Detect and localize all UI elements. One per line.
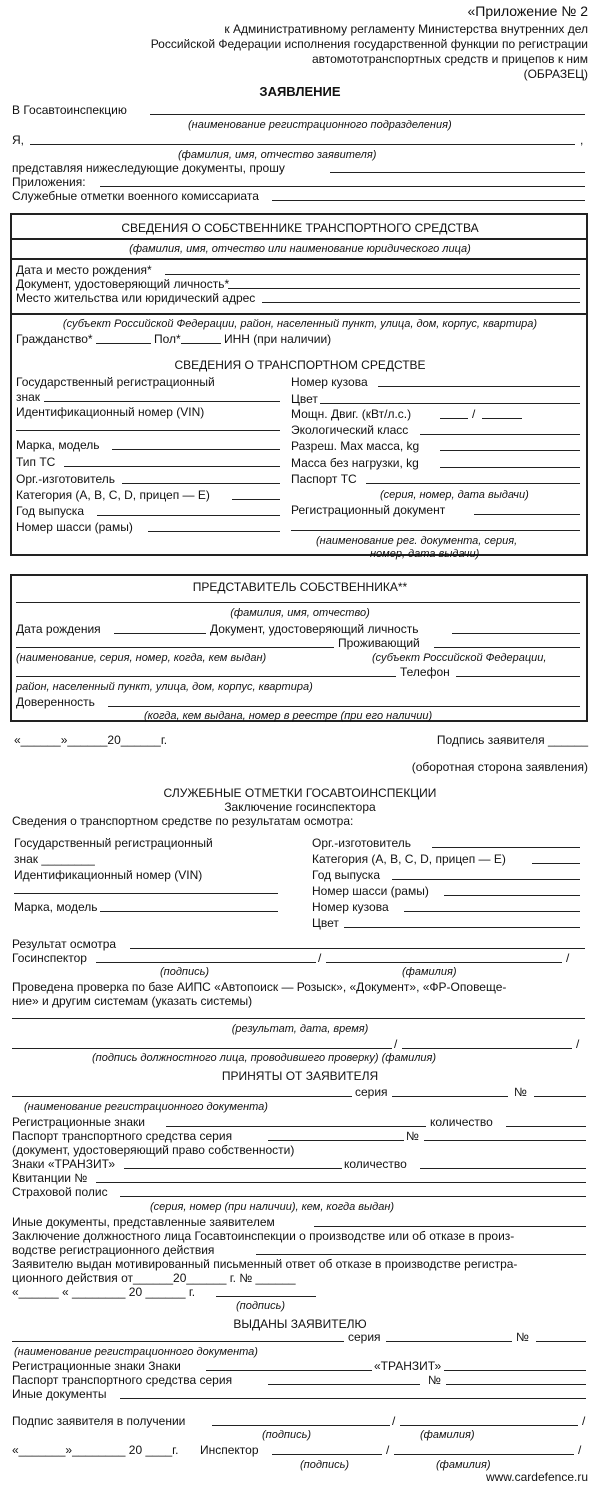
official-category-field[interactable] (532, 863, 580, 864)
issued-doc-hint: (наименование регистрационного документа) (14, 1346, 258, 1358)
rep-phone-label: Телефон (400, 665, 450, 679)
official-left-2: Идентификационный номер (VIN) (14, 868, 203, 882)
owner-id-label: Документ, удостоверяющий личность* (16, 277, 230, 291)
rep-id-field[interactable] (452, 633, 580, 634)
vehicle-left-1: знак (16, 390, 41, 404)
sample-label: (ОБРАЗЕЦ) (523, 67, 588, 81)
citizenship-label: Гражданство* (16, 332, 93, 346)
issued-transit-field[interactable] (444, 1370, 586, 1371)
check-line-2: ние» и другим системам (указать системы) (12, 994, 253, 1008)
vehicle-heading: СВЕДЕНИЯ О ТРАНСПОРТНОМ СРЕДСТВЕ (174, 358, 426, 372)
received-pts-label: Паспорт транспортного средства серия (12, 1129, 233, 1143)
issued-inspector-name-field[interactable] (394, 1454, 574, 1455)
received-refusal-1: Заявителю выдан мотивированный письменный ответ об отказе в производстве регистра- (12, 1257, 518, 1271)
vehicle-right-6: Паспорт ТС (291, 472, 357, 486)
check-result-field[interactable] (12, 1018, 585, 1019)
issued-pts-num-label: № (428, 1373, 441, 1387)
category-field[interactable] (232, 499, 280, 500)
issued-number-label: № (516, 1330, 529, 1344)
military-field[interactable] (272, 200, 585, 201)
conclusion-label: Заключение госинспектора (224, 800, 376, 814)
received-plates-field[interactable] (166, 1126, 426, 1127)
received-series-field[interactable] (392, 1096, 508, 1097)
issued-plates-field[interactable] (206, 1370, 372, 1371)
received-refusal-2: ционного действия от______20______ г. № ______ (12, 1271, 296, 1285)
vehicle-right-3: Экологический класс (291, 423, 409, 437)
owner-divider (10, 238, 588, 240)
received-transit-qty-field[interactable] (420, 1168, 586, 1169)
rep-name-hint: (фамилия, имя, отчество) (230, 607, 370, 619)
official-year-field[interactable] (392, 879, 580, 880)
rep-subj-hint: (субъект Российской Федерации, (372, 652, 547, 664)
header-line-1: к Административному регламенту Министерства внутренних дел (224, 22, 588, 36)
inspector-name-field[interactable] (326, 962, 562, 963)
received-pts-num-label: № (406, 1129, 419, 1143)
official-right-0: Орг.-изготовитель (312, 836, 411, 850)
inspector-slash-1: / (318, 951, 322, 965)
owner-id-field[interactable] (228, 288, 580, 289)
received-sign-field[interactable] (216, 1296, 316, 1297)
model-field[interactable] (112, 449, 280, 450)
vehicle-right-1: Цвет (291, 392, 318, 406)
official-vin-field[interactable] (14, 893, 278, 894)
power-slash: / (472, 407, 476, 421)
received-insurance-label: Страховой полис (12, 1185, 108, 1199)
received-sign-hint: (подпись) (236, 1300, 286, 1312)
inspector-label: Госинспектор (12, 951, 87, 965)
owner-heading: СВЕДЕНИЯ О СОБСТВЕННИКЕ ТРАНСПОРТНОГО СРЕДСТВА (121, 221, 479, 235)
inspector-sign-hint: (подпись) (160, 966, 210, 978)
check-result-hint: (результат, дата, время) (231, 1023, 369, 1035)
issued-other-field[interactable] (120, 1398, 586, 1399)
issued-series-label: серия (348, 1330, 381, 1344)
official-right-2: Год выпуска (312, 868, 380, 882)
checker-hint: (подпись должностного лица, проводившего проверку) (фамилия) (92, 1052, 437, 1064)
attachments-label: Приложения: (12, 175, 86, 189)
rep-power-hint: (когда, кем выдана, номер в реестре (при его наличии) (144, 710, 433, 722)
owner-birth-field[interactable] (165, 274, 580, 275)
vehicle-right-8: Регистрационный документ (291, 503, 446, 517)
vehicle-left-0: Государственный регистрационный (16, 375, 215, 389)
to-label: В Госавтоинспекцию (12, 103, 127, 117)
rep-living-label: Проживающий (338, 636, 420, 650)
vehicle-left-6: Категория (А, В, С, D, прицеп — Е) (16, 488, 210, 502)
owner-birth-label: Дата и место рождения* (16, 263, 152, 277)
plate-field[interactable] (44, 401, 280, 402)
received-conclusion-1: Заключение должностного лица Госавтоинспекции о производстве или об отказе в произ- (12, 1229, 515, 1243)
issued-pts-label: Паспорт транспортного средства серия (12, 1373, 233, 1387)
official-right-1: Категория (А, В, С, D, прицеп — Е) (312, 852, 506, 866)
vehicle-right-5: Масса без нагрузки, kg (291, 456, 419, 470)
issued-receipt-label: Подпис заявителя в получении (12, 1414, 186, 1428)
sign-date[interactable]: «______»______20______г. (14, 733, 168, 747)
rep-name-field[interactable] (16, 602, 580, 603)
official-model-field[interactable] (100, 911, 278, 912)
issued-receipt-name-field[interactable] (400, 1425, 578, 1426)
rep-doc-hint: (наименование, серия, номер, когда, кем выдан) (16, 652, 267, 664)
issued-date[interactable]: «_______»________ 20 ____г. (12, 1443, 179, 1457)
pts-field[interactable] (366, 483, 580, 484)
reverse-side-label: (оборотная сторона заявления) (411, 760, 588, 774)
official-right-3: Номер шасси (рамы) (312, 884, 429, 898)
vehicle-left-5: Орг.-изготовитель (16, 472, 115, 486)
chassis-field[interactable] (148, 531, 280, 532)
rep-living-field[interactable] (434, 647, 580, 648)
owner-address-hint: (субъект Российской Федерации, район, населенный пункт, улица, дом, корпус, квартира) (62, 318, 538, 330)
vehicle-right-10: номер, дата выдачи) (370, 548, 480, 560)
type-field[interactable] (64, 466, 280, 467)
rep-address-field[interactable] (16, 676, 396, 677)
issued-pts-series-field[interactable] (268, 1384, 420, 1385)
manufacturer-field[interactable] (122, 483, 280, 484)
issued-number-field[interactable] (536, 1341, 586, 1342)
official-left-3: Марка, модель (14, 900, 98, 914)
representative-box (10, 574, 588, 722)
rep-phone-field[interactable] (456, 676, 580, 677)
issued-inspector-label: Инспектор (200, 1443, 259, 1457)
applicant-signature[interactable]: Подпись заявителя ______ (436, 733, 588, 747)
official-heading: СЛУЖЕБНЫЕ ОТМЕТКИ ГОСАВТОИНСПЕКЦИИ (163, 786, 437, 800)
checker-slash-2: / (576, 1037, 580, 1051)
issued-series-field[interactable] (386, 1341, 512, 1342)
issued-inspector-name-hint: (фамилия) (436, 1459, 491, 1471)
rep-heading: ПРЕДСТАВИТЕЛЬ СОБСТВЕННИКА** (192, 580, 408, 594)
inspector-slash-2: / (566, 951, 570, 965)
rep-id-field-2[interactable] (16, 647, 334, 648)
received-other-label: Иные документы, представленные заявителем (12, 1215, 275, 1229)
received-qty-label: количество (430, 1115, 493, 1129)
sex-field[interactable] (181, 343, 221, 344)
header-line-3: автомототранспортных средств и прицепов к ним (311, 52, 588, 66)
reg-doc-field-2[interactable] (291, 530, 580, 531)
received-plates-label: Регистрационные знаки (12, 1115, 145, 1129)
official-manufacturer-field[interactable] (432, 847, 580, 848)
check-line-1: Проведена проверка по базе АИПС «Автопоиск — Розыск», «Документ», «ФР-Оповеще- (12, 980, 507, 994)
vehicle-right-7: (серия, номер, дата выдачи) (380, 489, 529, 501)
eco-field[interactable] (420, 434, 580, 435)
name-hint: (фамилия, имя, отчество заявителя) (178, 149, 377, 161)
received-conclusion-field[interactable] (256, 1254, 586, 1255)
result-field[interactable] (130, 948, 585, 949)
received-insurance-hint: (серия, номер (при наличии), кем, когда выдан) (150, 1201, 395, 1213)
checker-slash-1: / (394, 1037, 398, 1051)
received-transit-label: Знаки «ТРАНЗИТ» (12, 1157, 116, 1171)
color-field[interactable] (320, 403, 580, 404)
max-mass-field[interactable] (440, 450, 580, 451)
power-hp-field[interactable] (482, 418, 522, 419)
received-doc-hint: (наименование регистрационного документа) (24, 1101, 268, 1113)
received-number-field[interactable] (534, 1096, 586, 1097)
provide-field[interactable] (330, 172, 585, 173)
vehicle-right-9: (наименование рег. документа, серия, (316, 535, 518, 547)
official-body-field[interactable] (404, 911, 580, 912)
body-field[interactable] (378, 386, 580, 387)
received-conclusion-2: водстве регистрационного действия (12, 1243, 215, 1257)
inspector-name-hint: (фамилия) (402, 966, 457, 978)
name-field[interactable] (30, 144, 575, 145)
document-title: ЗАЯВЛЕНИЕ (259, 84, 341, 99)
reg-doc-field[interactable] (474, 514, 580, 515)
checker-sign-field[interactable] (12, 1048, 392, 1049)
received-number-label: № (514, 1085, 527, 1099)
issued-plates-label: Регистрационные знаки Знаки (12, 1359, 181, 1373)
issued-receipt-slash-2: / (582, 1414, 586, 1428)
vehicle-left-3: Марка, модель (16, 438, 100, 452)
vehicle-right-4: Разреш. Max масса, kg (291, 439, 420, 453)
citizenship-field[interactable] (96, 343, 151, 344)
vin-field[interactable] (16, 430, 280, 431)
website-link[interactable]: www.cardefence.ru (485, 1470, 588, 1484)
power-kw-field[interactable] (440, 418, 468, 419)
received-pts-number-field[interactable] (424, 1140, 586, 1141)
inspection-label: Сведения о транспортном средстве по результатам осмотра: (12, 814, 354, 828)
vehicle-right-0: Номер кузова (291, 375, 368, 389)
rep-addr-hint: район, населенный пункт, улица, дом, корпус, квартира) (16, 681, 313, 693)
comma: , (580, 133, 584, 147)
provide-label: представляя нижеследующие документы, прошу (12, 161, 285, 175)
owner-divider-3 (10, 313, 588, 315)
received-heading: ПРИНЯТЫ ОТ ЗАЯВИТЕЛЯ (221, 1069, 379, 1083)
appendix-label: «Приложение № 2 (467, 3, 588, 19)
empty-mass-field[interactable] (440, 467, 580, 468)
issued-inspector-slash-2: / (578, 1443, 582, 1457)
owner-name-hint: (фамилия, имя, отчество или наименование юридического лица) (129, 243, 471, 255)
vehicle-left-4: Тип ТС (16, 455, 56, 469)
received-pts-hint: (документ, удостоверяющий право собственности) (12, 1143, 295, 1157)
received-qty-field[interactable] (506, 1126, 586, 1127)
rep-power-field[interactable] (108, 706, 580, 707)
attachments-field[interactable] (100, 186, 585, 187)
issued-transit-label: «ТРАНЗИТ» (374, 1359, 442, 1373)
issued-receipt-name-hint: (фамилия) (420, 1429, 475, 1441)
received-other-field[interactable] (314, 1226, 586, 1227)
owner-divider-2 (10, 258, 588, 260)
vehicle-left-8: Номер шасси (рамы) (16, 520, 133, 534)
rep-id-label: Документ, удостоверяющий личность (210, 622, 419, 636)
header-line-2: Российской Федерации исполнения государственной функции по регистрации (150, 37, 588, 51)
issued-receipt-slash-1: / (392, 1414, 396, 1428)
owner-address-label: Место жительства или юридический адрес (16, 291, 256, 305)
received-pts-series-field[interactable] (268, 1140, 404, 1141)
received-receipts-field[interactable] (96, 1182, 586, 1183)
inn-label: ИНН (при наличии) (224, 332, 332, 346)
received-series-label: серия (355, 1085, 388, 1099)
issued-heading: ВЫДАНЫ ЗАЯВИТЕЛЮ (233, 1317, 367, 1331)
year-field[interactable] (97, 515, 280, 516)
issued-doc-field[interactable] (12, 1341, 344, 1342)
result-label: Результат осмотра (12, 937, 117, 951)
military-label: Служебные отметки военного комиссариата (12, 189, 259, 203)
inspector-sign-field[interactable] (96, 962, 316, 963)
checker-name-field[interactable] (402, 1048, 572, 1049)
official-left-0: Государственный регистрационный (14, 836, 213, 850)
rep-power-label: Доверенность (16, 695, 95, 709)
rep-birth-field[interactable] (114, 633, 206, 634)
owner-address-field[interactable] (262, 302, 580, 303)
issued-pts-number-field[interactable] (446, 1384, 586, 1385)
issued-inspector-sign-hint: (подпись) (300, 1459, 350, 1471)
received-insurance-field[interactable] (120, 1196, 586, 1197)
official-chassis-field[interactable] (444, 895, 580, 896)
rep-birth-label: Дата рождения (16, 622, 101, 636)
issued-inspector-sign-field[interactable] (272, 1454, 382, 1455)
vehicle-left-2: Идентификационный номер (VIN) (16, 405, 205, 419)
official-right-5: Цвет (312, 916, 339, 930)
vehicle-left-7: Год выпуска (16, 504, 84, 518)
received-receipts-label: Квитанции № (12, 1171, 88, 1185)
issued-other-label: Иные документы (12, 1387, 107, 1401)
received-transit-qty-label: количество (344, 1157, 407, 1171)
issued-inspector-slash-1: / (386, 1443, 390, 1457)
official-left-1: знак ________ (14, 852, 95, 866)
received-doc-field[interactable] (12, 1096, 352, 1097)
official-color-field[interactable] (344, 927, 580, 928)
official-right-4: Номер кузова (312, 900, 389, 914)
received-transit-field[interactable] (124, 1168, 342, 1169)
to-field[interactable] (150, 114, 585, 115)
to-hint: (наименование регистрационного подразделения) (188, 119, 452, 131)
sex-label: Пол* (154, 332, 181, 346)
received-date[interactable]: «______ « ________ 20 ______ г. (12, 1285, 196, 1299)
vehicle-right-2: Мощн. Двиг. (кВт/л.с.) (291, 407, 412, 421)
i-label: Я, (12, 133, 24, 147)
issued-receipt-sign-hint: (подпись) (262, 1429, 312, 1441)
issued-receipt-sign-field[interactable] (212, 1425, 390, 1426)
